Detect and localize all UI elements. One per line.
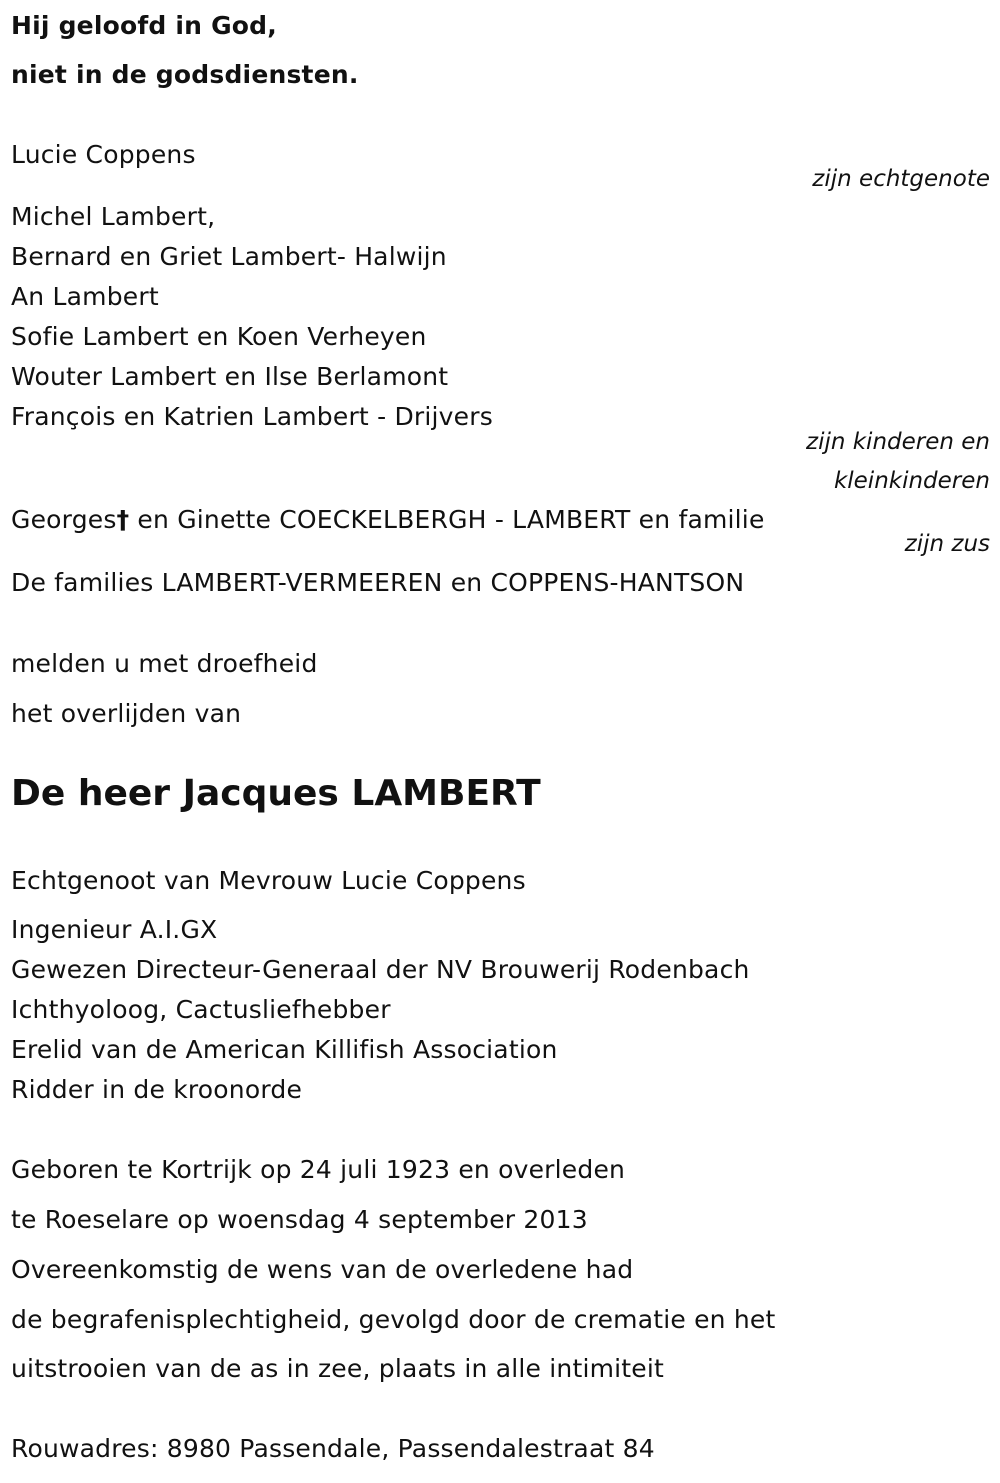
cross-icon: † (116, 505, 130, 534)
title-item: Ichthyoloog, Cactusliefhebber (11, 995, 391, 1024)
children-role-line-2: kleinkinderen (833, 468, 990, 494)
sister-role: zijn zus (904, 531, 990, 557)
child-name: Michel Lambert, (11, 202, 216, 231)
title-item: Erelid van de American Killifish Association (11, 1035, 558, 1064)
children-role-line-1: zijn kinderen en (806, 429, 990, 455)
title-item: Ridder in de kroonorde (11, 1075, 303, 1104)
motto-line-1: Hij geloofd in God, (11, 11, 277, 40)
sister-name-prefix: Georges (11, 505, 117, 534)
announce-line-2: het overlijden van (11, 699, 242, 728)
detail-line: Geboren te Kortrijk op 24 juli 1923 en overleden (11, 1155, 626, 1184)
child-name: An Lambert (11, 282, 159, 311)
detail-line: uitstrooien van de as in zee, plaats in alle intimiteit (11, 1354, 665, 1383)
families-line: De families LAMBERT-VERMEEREN en COPPENS-HANTSON (11, 568, 745, 597)
child-name: Sofie Lambert en Koen Verheyen (11, 322, 427, 351)
deceased-name: De heer Jacques LAMBERT (11, 773, 541, 814)
spouse-of-line: Echtgenoot van Mevrouw Lucie Coppens (11, 866, 526, 895)
spouse-role: zijn echtgenote (812, 166, 990, 192)
child-name: Bernard en Griet Lambert- Halwijn (11, 242, 447, 271)
detail-line: te Roeselare op woensdag 4 september 2013 (11, 1205, 588, 1234)
mourning-address: Rouwadres: 8980 Passendale, Passendalestraat 84 (11, 1434, 655, 1463)
sister-name-rest: en Ginette COECKELBERGH - LAMBERT en familie (129, 505, 765, 534)
title-item: Gewezen Directeur-Generaal der NV Brouwerij Rodenbach (11, 955, 750, 984)
announce-line-1: melden u met droefheid (11, 649, 318, 678)
sister-line (11, 505, 765, 535)
child-name: Wouter Lambert en Ilse Berlamont (11, 362, 449, 391)
child-name: François en Katrien Lambert - Drijvers (11, 402, 493, 431)
title-item: Ingenieur A.I.GX (11, 915, 218, 944)
spouse-name: Lucie Coppens (11, 140, 196, 169)
detail-line: Overeenkomstig de wens van de overledene had (11, 1255, 634, 1284)
detail-line: de begrafenisplechtigheid, gevolgd door de crematie en het (11, 1305, 776, 1334)
motto-line-2: niet in de godsdiensten. (11, 60, 359, 89)
